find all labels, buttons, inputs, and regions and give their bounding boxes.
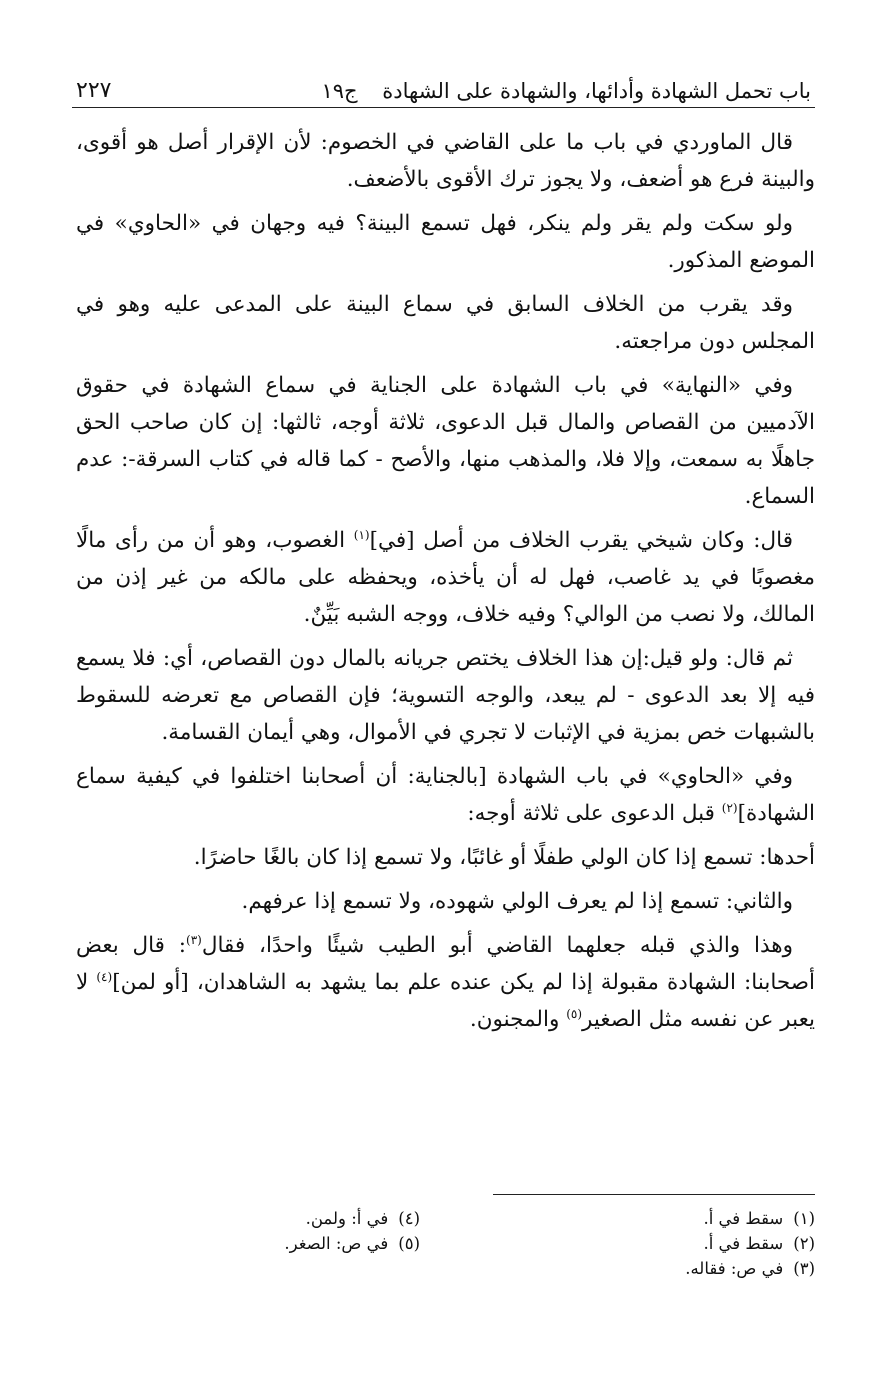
paragraph-7-text-a: وفي «الحاوي» في باب الشهادة [بالجناية: أن أصحابنا اختلفوا في كيفية سماع الشهادة] [76,764,815,826]
paragraph-5 [76,522,815,633]
footnotes-column-right [685,1206,815,1281]
paragraph-5-text-b: الغصوب، وهو أن من رأى مالًا مغصوبًا في يد غاصب، فهل له أن يأخذه، ويحفظه على مالكه من غير إذن من المالك، ولا نصب من الوالي؟ وفيه خلاف، ووجه الشبه بَيِّنٌ. [76,528,815,627]
paragraph-4: وفي «النهاية» في باب الشهادة على الجناية في سماع الشهادة في حقوق الآدميين من القصاص والمال قبل الدعوى، ثلاثة أوجه، ثالثها: إن كان صاحب الحق جاهلًا به سمعت، وإلا فلا، والمذهب منها، والأصح - كما قاله في كتاب السرقة-: عدم السماع. [76,373,815,509]
page-number: ٢٢٧ [76,77,112,103]
header-divider [72,107,815,108]
paragraph-6: ثم قال: ولو قيل:إن هذا الخلاف يختص جريانه بالمال دون القصاص، أي: فلا يسمع فيه إلا بعد الدعوى - لم يبعد، والوجه التسوية؛ فإن القصاص مع تعرضه للسقوط بالشبهات خص بمزية في الإثبات لا تجري في الأموال، وهي أيمان القسامة. [76,646,815,745]
chapter-title: باب تحمل الشهادة وأدائها، والشهادة على الشهادة [382,78,811,103]
paragraph-10 [76,927,815,1038]
footnote-5 [120,1231,420,1256]
paragraph-10-text-b: : قال بعض أصحابنا: الشهادة مقبولة إذا لم يكن عنده علم بما يشهد به الشاهدان، [أو لمن] [76,933,815,995]
footnote-2 [685,1231,815,1256]
footnote-ref-5: (٥) [566,1006,583,1021]
footnote-3 [685,1256,815,1281]
footnote-number: (٢) [793,1234,815,1253]
footnote-ref-3: (٣) [186,932,202,947]
paragraph-3: وقد يقرب من الخلاف السابق في سماع البينة على المدعى عليه وهو في المجلس دون مراجعته. [76,292,815,354]
footnote-number: (٥) [398,1234,420,1253]
paragraph-2: ولو سكت ولم يقر ولم ينكر، فهل تسمع البينة؟ فيه وجهان في «الحاوي» في الموضع المذكور. [76,211,815,273]
header-title-group [321,79,811,104]
paragraph-9: والثاني: تسمع إذا لم يعرف الولي شهوده، ولا تسمع إذا عرفهم. [241,889,793,914]
paragraph-7-text-b: قبل الدعوى على ثلاثة أوجه: [467,801,722,826]
footnotes [120,1206,815,1281]
footnote-ref-2: (٢) [721,800,738,815]
footnote-1 [685,1206,815,1231]
paragraph-10-text-c: لا يعبر عن نفسه مثل الصغير [76,970,815,1032]
volume-label: ج١٩ [321,78,358,103]
paragraph-10-text-d: والمجنون. [469,1007,567,1032]
paragraph-1: قال الماوردي في باب ما على القاضي في الخصوم: لأن الإقرار أصل هو أقوى، والبينة فرع هو أضعف، ولا يجوز ترك الأقوى بالأضعف. [76,130,815,192]
footnote-number: (٤) [398,1209,420,1228]
paragraph-7 [76,758,815,832]
footnote-number: (١) [793,1209,815,1228]
footnote-ref-4: (٤) [96,969,113,984]
footnote-text: في ص: الصغر. [284,1234,389,1253]
paragraph-8: أحدها: تسمع إذا كان الولي طفلًا أو غائبًا، ولا تسمع إذا كان بالغًا حاضرًا. [193,845,815,870]
footnote-text: في ص: فقاله. [685,1259,784,1278]
paragraph-10-text-a: وهذا والذي قبله جعلهما القاضي أبو الطيب شيئًا واحدًا، فقال [201,933,793,958]
paragraph-5-text-a: قال: وكان شيخي يقرب الخلاف من أصل [في] [369,528,793,553]
footnote-text: سقط في أ. [703,1234,784,1253]
running-header [76,60,811,104]
main-text [76,124,815,1045]
footnotes-column-left [120,1206,420,1281]
footnote-ref-1: (١) [353,527,370,542]
footnote-divider [493,1194,815,1195]
footnote-number: (٣) [793,1259,815,1278]
footnote-text: في أ: ولمن. [305,1209,389,1228]
footnote-text: سقط في أ. [703,1209,784,1228]
footnote-4 [120,1206,420,1231]
